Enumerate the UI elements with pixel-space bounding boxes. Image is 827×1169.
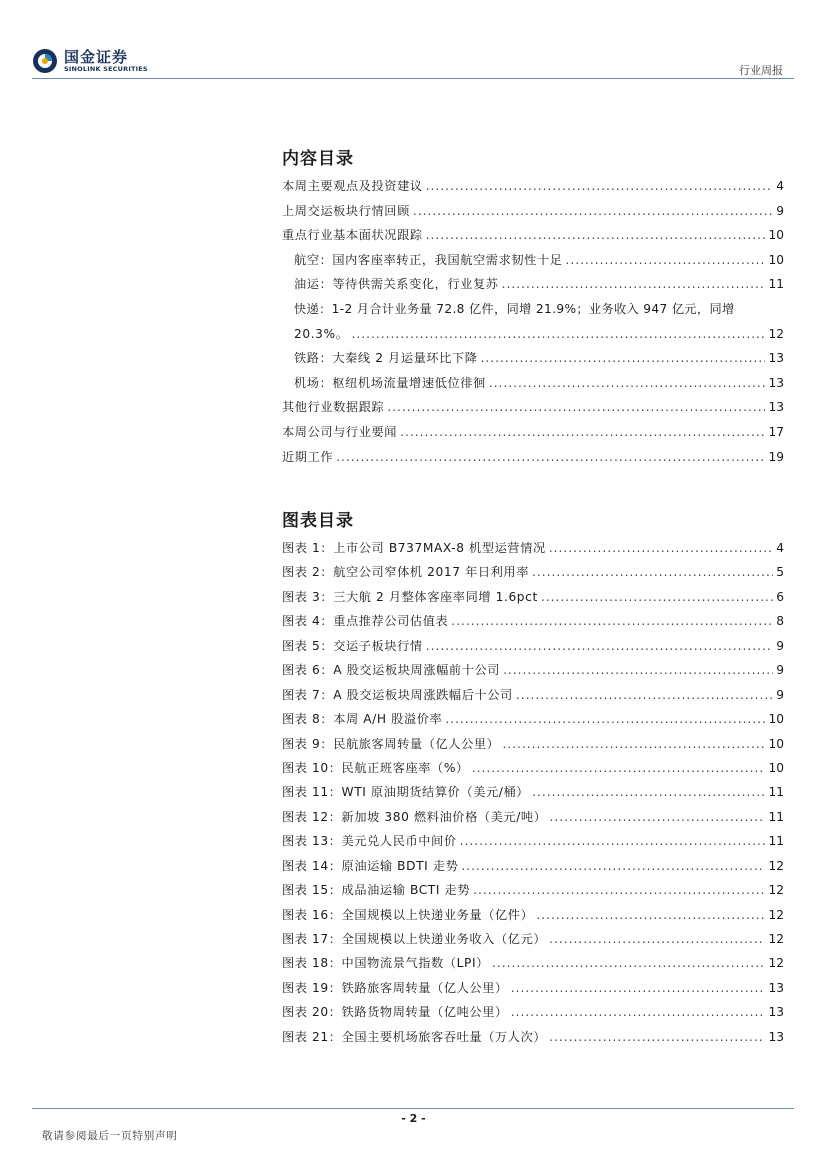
figure-entry[interactable] [282, 536, 784, 560]
toc-subentry[interactable] [282, 371, 784, 396]
toc-leader [502, 732, 765, 756]
figure-entry[interactable] [282, 854, 784, 878]
toc-leader [352, 322, 766, 347]
toc-entry-page: 9 [776, 203, 784, 218]
toc-leader [502, 272, 766, 297]
toc-entry-label: 铁路：大秦线 2 月运量环比下降 [294, 351, 478, 366]
figure-entry-page: 13 [768, 980, 784, 995]
toc-leader [336, 445, 765, 470]
toc-entry[interactable] [282, 174, 784, 199]
figure-entry-page: 9 [776, 687, 784, 702]
toc-leader [400, 420, 765, 445]
toc-leader [550, 805, 766, 829]
figure-entry[interactable] [282, 1000, 784, 1024]
figure-entry-label: 图表 3：三大航 2 月整体客座率同增 1.6pct [282, 589, 538, 604]
figure-entry-page: 10 [768, 760, 784, 775]
toc-leader [511, 1000, 766, 1024]
figure-entry-page: 6 [776, 589, 784, 604]
toc-leader [473, 878, 765, 902]
company-logo [32, 46, 162, 76]
toc-leader [549, 927, 765, 951]
figure-entry-page: 12 [768, 956, 784, 971]
toc-leader [549, 1025, 765, 1049]
toc-entry[interactable] [282, 420, 784, 445]
footer-divider [32, 1108, 794, 1109]
logo-mark-icon [32, 48, 58, 74]
header-divider [32, 78, 794, 79]
figure-entry[interactable] [282, 634, 784, 658]
figure-entry[interactable] [282, 1025, 784, 1049]
figure-entry-page: 4 [776, 541, 784, 555]
figure-entry-page: 9 [776, 663, 784, 678]
figure-entry[interactable] [282, 927, 784, 951]
toc-entry-page: 10 [768, 228, 784, 243]
figure-entry-label: 图表 16：全国规模以上快递业务量（亿件） [282, 907, 534, 922]
figure-entry[interactable] [282, 951, 784, 975]
page-number: - 2 - [401, 1112, 426, 1125]
toc-entry-label: 航空：国内客座率转正，我国航空需求韧性十足 [294, 252, 563, 267]
figure-entry-label: 图表 4：重点推荐公司估值表 [282, 614, 449, 629]
toc-leader [472, 756, 766, 780]
toc-subentry[interactable] [282, 248, 784, 273]
figure-entry-label: 图表 18：中国物流景气指数（LPI） [282, 956, 489, 971]
toc-leader [549, 536, 773, 560]
toc-entry-page: 13 [768, 400, 784, 415]
figure-entry-label: 图表 13：美元兑人民币中间价 [282, 834, 457, 849]
figure-entry-label: 图表 20：铁路货物周转量（亿吨公里） [282, 1005, 508, 1020]
toc-entry[interactable] [282, 199, 784, 224]
report-type: 行业周报 [739, 64, 783, 77]
toc-entry-page: 12 [768, 326, 784, 341]
figure-entry[interactable] [282, 903, 784, 927]
figure-entry-label: 图表 17：全国规模以上快递业务收入（亿元） [282, 932, 547, 946]
figure-entry[interactable] [282, 658, 784, 682]
figure-entry-label: 图表 1：上市公司 B737MAX-8 机型运营情况 [282, 541, 546, 555]
figure-entry[interactable] [282, 707, 784, 731]
toc-leader [566, 248, 766, 273]
toc-list [282, 174, 784, 469]
toc-entry[interactable] [282, 445, 784, 470]
figure-entry[interactable] [282, 609, 784, 633]
toc-leader [445, 707, 765, 731]
figure-entry-page: 8 [776, 614, 784, 629]
figure-entry-label: 图表 14：原油运输 BDTI 走势 [282, 858, 459, 873]
toc-subentry-continued[interactable] [282, 322, 784, 347]
toc-leader [503, 658, 773, 682]
toc-entry-label: 快递：1-2 月合计业务量 72.8 亿件，同增 21.9%；业务收入 947 亿元，同增 [294, 301, 735, 316]
figure-entry-page: 12 [768, 883, 784, 898]
figure-entry-label: 图表 10：民航正班客座率（%） [282, 760, 469, 775]
toc-leader [426, 223, 766, 248]
toc-entry-page: 11 [768, 277, 784, 292]
figure-entry[interactable] [282, 732, 784, 756]
logo-chinese-name: 国金证券 [64, 48, 129, 66]
toc-leader [413, 199, 773, 224]
figure-entry-label: 图表 15：成品油运输 BCTI 走势 [282, 883, 471, 898]
figures-list [282, 536, 784, 1049]
toc-leader [481, 346, 766, 371]
figure-entry-label: 图表 21：全国主要机场旅客吞吐量（万人次） [282, 1029, 547, 1044]
toc-entry-page: 10 [768, 252, 784, 267]
figure-entry-page: 12 [768, 907, 784, 922]
figure-entry[interactable] [282, 829, 784, 853]
toc-entry-label: 近期工作 [282, 449, 334, 464]
figure-entry[interactable] [282, 878, 784, 902]
figure-entry-page: 11 [768, 809, 784, 824]
figure-entry-page: 11 [768, 785, 784, 800]
toc-leader [489, 371, 766, 396]
toc-entry-page: 19 [768, 449, 784, 464]
figure-entry[interactable] [282, 976, 784, 1000]
toc-leader [511, 976, 766, 1000]
toc-entry-page: 17 [768, 424, 784, 439]
page-header [0, 0, 827, 80]
figure-entry-page: 9 [776, 638, 784, 653]
figure-entry[interactable] [282, 560, 784, 584]
toc-leader [451, 609, 773, 633]
figure-entry[interactable] [282, 805, 784, 829]
toc-leader [532, 560, 773, 584]
toc-entry-page: 13 [768, 375, 784, 390]
toc-leader [532, 780, 765, 804]
figure-entry-page: 12 [768, 858, 784, 873]
toc-entry-label: 机场：枢纽机场流量增速低位徘徊 [294, 375, 486, 390]
toc-entry[interactable] [282, 223, 784, 248]
toc-entry-label: 重点行业基本面状况跟踪 [282, 228, 423, 243]
disclaimer-text: 敬请参阅最后一页特别声明 [42, 1130, 178, 1142]
toc-subentry[interactable] [282, 297, 784, 322]
toc-entry[interactable] [282, 395, 784, 420]
figure-entry-page: 11 [768, 834, 784, 849]
figure-entry-label: 图表 7：A 股交运板块周涨跌幅后十公司 [282, 687, 513, 702]
figure-entry-label: 图表 5：交运子板块行情 [282, 638, 423, 653]
toc-leader [387, 395, 765, 420]
toc-entry-page: 4 [776, 179, 784, 193]
toc-leader [426, 174, 774, 199]
toc-entry-label: 本周公司与行业要闻 [282, 424, 398, 439]
toc-leader [492, 951, 766, 975]
figure-entry-label: 图表 9：民航旅客周转量（亿人公里） [282, 736, 500, 751]
figure-entry-label: 图表 19：铁路旅客周转量（亿人公里） [282, 980, 508, 995]
toc-leader [541, 585, 773, 609]
toc-leader [461, 854, 765, 878]
toc-leader [460, 829, 766, 853]
figure-entry-label: 图表 6：A 股交运板块周涨幅前十公司 [282, 663, 501, 678]
toc-leader [516, 683, 773, 707]
logo-english-name: SINOLINK SECURITIES [64, 65, 148, 73]
figure-entry-label: 图表 11：WTI 原油期货结算价（美元/桶） [282, 785, 530, 800]
toc-title: 内容目录 [282, 149, 354, 169]
figure-entry-page: 5 [776, 565, 784, 580]
toc-subentry[interactable] [282, 272, 784, 297]
toc-leader [536, 903, 765, 927]
figure-entry[interactable] [282, 585, 784, 609]
figure-entry[interactable] [282, 683, 784, 707]
toc-entry-label: 本周主要观点及投资建议 [282, 179, 423, 193]
figure-entry-page: 13 [768, 1029, 784, 1044]
figure-entry-label: 图表 2：航空公司窄体机 2017 年日利用率 [282, 565, 530, 580]
figure-entry-label: 图表 8：本周 A/H 股溢价率 [282, 712, 443, 727]
toc-entry-page: 13 [768, 351, 784, 366]
toc-entry-label: 其他行业数据跟踪 [282, 400, 385, 415]
figure-entry-page: 13 [768, 1005, 784, 1020]
toc-leader [426, 634, 774, 658]
toc-entry-label: 上周交运板块行情回顾 [282, 203, 410, 218]
figure-entry[interactable] [282, 756, 784, 780]
figure-entry-page: 10 [768, 712, 784, 727]
toc-entry-label: 20.3%。 [294, 326, 349, 341]
figure-entry-page: 10 [768, 736, 784, 751]
toc-entry-label: 油运：等待供需关系变化，行业复苏 [294, 277, 499, 292]
figure-entry[interactable] [282, 780, 784, 804]
figure-entry-label: 图表 12：新加坡 380 燃料油价格（美元/吨） [282, 809, 547, 824]
figures-title: 图表目录 [282, 511, 354, 531]
toc-subentry[interactable] [282, 346, 784, 371]
figure-entry-page: 12 [768, 932, 784, 946]
